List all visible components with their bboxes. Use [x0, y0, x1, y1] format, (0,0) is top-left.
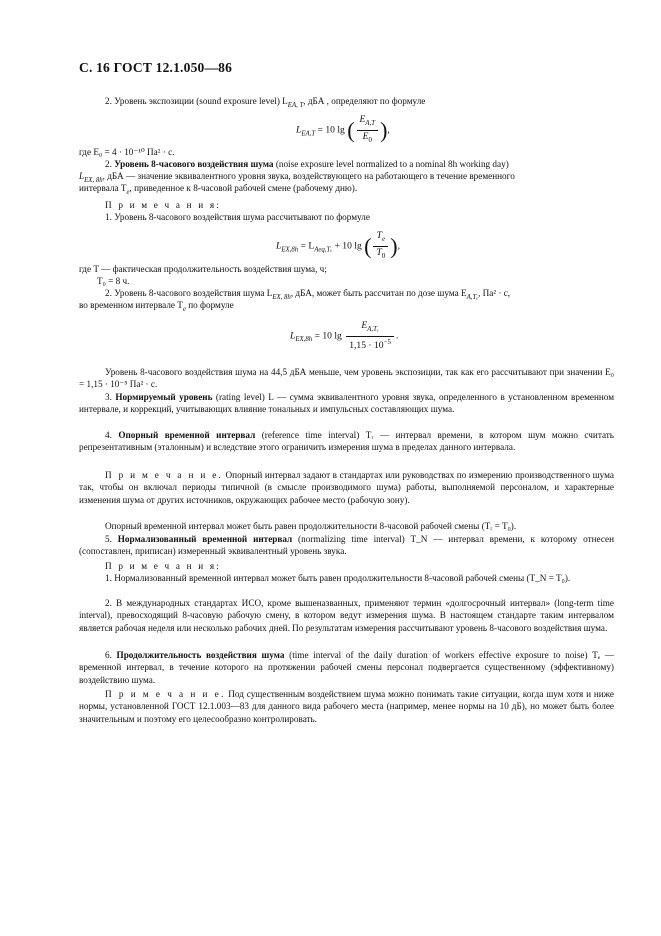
item2-line3: интервала $T_e$, приведенное к 8-часовой рабочей смене (рабочему дню).: [79, 183, 358, 196]
exposure-level-text: 2. Уровень экспозиции (sound exposure level) L: [105, 96, 288, 106]
item6-exposure-duration: 6. Продолжительность воздействия шума (time interval of the daily duration of workers effective exposure to noise) Tₑ — временной интервал, в течение которого на протяжении рабочей смены персонал подвергается существенному (эффективному) воздействию шума.: [79, 650, 615, 685]
note1: 1. Уровень 8-часового воздействия шума рассчитывают по формуле: [105, 212, 370, 222]
item5-normalizing-interval: 5. Нормализованный временной интервал (normalizing time interval) T_N — интервал времени, к которому отнесен (сопоставлен, приписан) измеренный эквивалентный уровень звука.: [79, 534, 615, 557]
para-level-difference: Уровень 8-часового воздействия шума на 44,5 дБА меньше, чем уровень экспозиции, так как его рассчитывают при значении E₀ = 1,15 · 10⁻⁵ Па² · с.: [79, 367, 614, 390]
exposure-level-line: 2. Уровень экспозиции (sound exposure level) $L_{EA, T}$, дБА , определяют по формуле: [105, 96, 426, 109]
formula-dose: $L_{EX,8h} = 10$ lg $\frac{E_{A,T_e}}{1,15 \cdot 10^{-5}}$ .: [290, 320, 399, 352]
item2-line2: $L_{EX, 8h}$, дБА — значение эквивалентного уровня звука, воздействующего на работающего в течение временного: [79, 171, 515, 184]
where-te: где T — фактическая продолжительность воздействия шума, ч;: [79, 264, 327, 274]
notes2-title: П р и м е ч а н и я:: [105, 561, 222, 571]
term-noise-exposure-level: Уровень 8-часового воздействия шума: [114, 159, 274, 169]
page-header: С. 16 ГОСТ 12.1.050—86: [79, 60, 233, 75]
notes-title: П р и м е ч а н и я:: [105, 200, 222, 210]
notes2-item1: 1. Нормализованный временной интервал может быть равен продолжительности 8-часовой рабочей смены (T_N = T₀).: [105, 573, 571, 583]
formula-8h-level: $L_{EX,8h} = L_{Aeq,T_e} + 10$ lg ( $\frac{T_e}{T_0}$ ),: [276, 230, 400, 260]
t0-value: T₀ = 8 ч.: [97, 276, 130, 286]
note2-line1: 2. Уровень 8-часового воздействия шума $L_{EX, 8h}$, дБА, может быть рассчитан по дозе шума $E_{A,T_e}$, Па² · с,: [105, 288, 511, 301]
notes2-item2: 2. В международных стандартах ИСО, кроме вышеназванных, применяют термин «долгосрочный интервал» (long-term time interval), превосходящий 8-часовую рабочую смену, в котором ведут измерения шума. В настоящем стандарте таким интервалом является рабочая неделя или несколько рабочих дней. По результатам измерения рассчитывают уровень 8-часового воздействия шума.: [79, 598, 614, 633]
note2-line2: во временном интервале $T_e$ по формуле: [79, 300, 234, 313]
note-reference-interval: П р и м е ч а н и е. Опорный интервал задают в стандартах или руководствах по измерению производственного шума так, чтобы он включал периоды типичной (в смысле производимого шума) работы, выполняемой персоналом, и характерные изменения шума от других источников, окружающих рабочее место (рабочую зону).: [79, 470, 614, 505]
where-e0: где E₀ = 4 · 10⁻¹⁰ Па² · с.: [79, 147, 175, 157]
final-note: П р и м е ч а н и е. Под существенным воздействием шума можно понимать такие ситуации, когда шум хотя и ниже нормы, установленной ГОСТ 12.1.003—83 для данного вида рабочего места (например, менее нормы на 10 дБ), но может быть более значительным и поэтому его целесообразно контролировать.: [79, 689, 614, 724]
ref-interval-equal: Опорный временной интервал может быть равен продолжительности 8-часовой рабочей смены (Tᵣ = T₀).: [105, 521, 517, 531]
formula-exposure: $L_{EA,T} = 10$ lg ( $\frac{E_{A,T}}{E_0}$ ),: [296, 114, 390, 144]
item2-line1: 2. Уровень 8-часового воздействия шума (noise exposure level normalized to a nominal 8h working day): [105, 159, 509, 169]
item3-rating-level: 3. Нормируемый уровень (rating level) L — сумма эквивалентного уровня звука, определенного в установленном временном интервале, и коррекций, учитывающих влияние тональных и импульсных составляющих шума.: [79, 392, 615, 415]
exposure-level-text-end: , дБА , определяют по формуле: [303, 96, 426, 106]
item4-reference-interval: 4. Опорный временной интервал (reference time interval) Tᵣ — интервал времени, в котором шум можно считать репрезентативным (эталонным) и вследствие этого ограничить измерения шума в пределах данного интервала.: [79, 430, 614, 453]
